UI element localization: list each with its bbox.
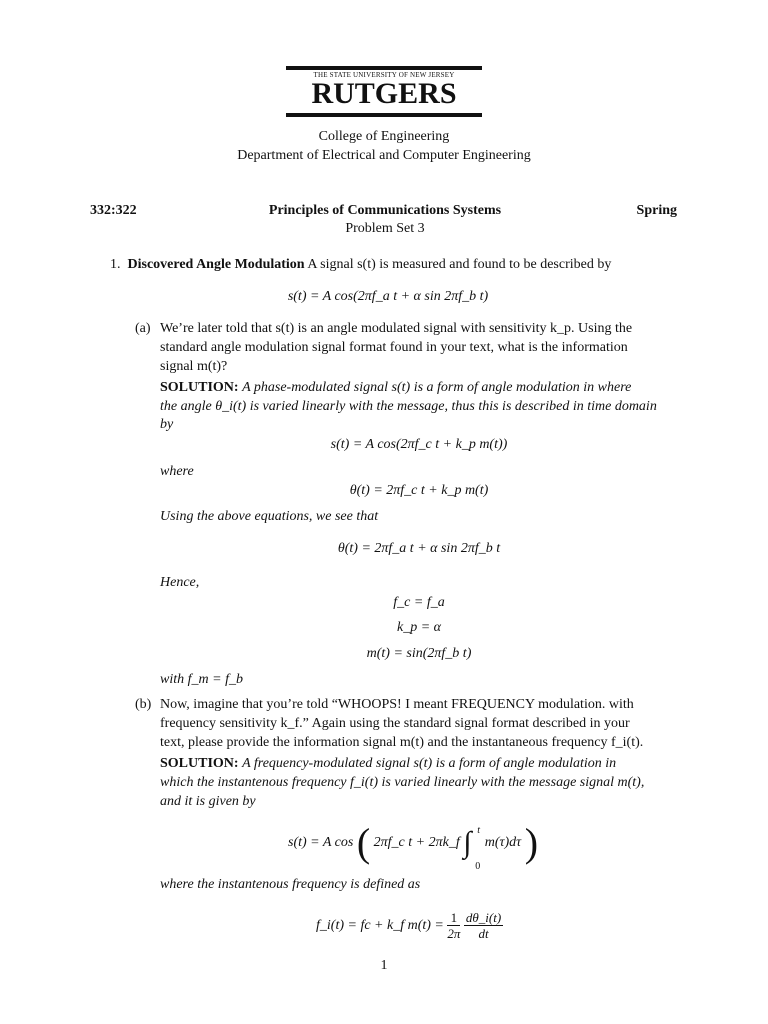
eq-lhs: s(t) = A cos [288, 835, 354, 851]
big-paren-left: ( [356, 820, 371, 865]
part-b-label: (b) [135, 697, 152, 712]
part-a-with: with f_m = f_b [160, 672, 243, 687]
problem-1-heading [110, 256, 611, 274]
solution-text: A phase-modulated signal s(t) is a form of angle modulation in where [242, 380, 632, 395]
integral-upper: t [477, 825, 481, 836]
solution-label: SOLUTION: [160, 380, 239, 395]
part-a-equation-6: m(t) = sin(2πf_b t) [366, 646, 472, 661]
eq2-lhs: f_i(t) = fc + k_f m(t) = [316, 918, 444, 933]
part-a-line-3: signal m(t)? [160, 359, 228, 374]
integral-lower: 0 [475, 861, 481, 872]
problem-title: Discovered Angle Modulation [127, 257, 305, 272]
solution-text: A frequency-modulated signal s(t) is a form of angle modulation in [242, 756, 617, 771]
equation-main: s(t) = A cos(2πf_a t + α sin 2πf_b t) [287, 289, 489, 304]
part-a-line-2: standard angle modulation signal format found in your text, what is the information [160, 340, 628, 355]
part-b-where: where the instantenous frequency is defined as [160, 877, 421, 892]
part-b-line-1: Now, imagine that you’re told “WHOOPS! I meant FREQUENCY modulation. with [160, 697, 634, 712]
page-number: 1 [380, 958, 388, 973]
integral-sign: ∫ t 0 [463, 820, 481, 866]
part-a-solution-line-1 [160, 379, 631, 397]
university-name: THE STATE UNIVERSITY OF NEW JERSEY [313, 71, 455, 79]
fraction-2-denominator: dt [478, 926, 489, 942]
part-a-label: (a) [135, 321, 151, 336]
part-b-equation-2 [316, 906, 503, 946]
part-b-line-2: frequency sensitivity k_f.” Again using the standard signal format described in your [160, 716, 630, 731]
part-b-equation-1 [288, 820, 539, 872]
part-a-line-1: We’re later told that s(t) is an angle modulated signal with sensitivity k_p. Using the [160, 321, 633, 336]
problem-number: 1. [110, 257, 121, 272]
fraction-1-denominator: 2π [447, 926, 461, 942]
part-b-line-3: text, please provide the information signal m(t) and the instantaneous frequency f_i(t). [160, 735, 644, 750]
department-name: Department of Electrical and Computer Engineering [237, 148, 531, 163]
solution-label: SOLUTION: [160, 756, 239, 771]
course-term: Spring [636, 203, 677, 218]
problem-set: Problem Set 3 [345, 221, 425, 236]
college-name: College of Engineering [318, 129, 450, 144]
part-a-hence: Hence, [160, 575, 200, 590]
part-a-equation-3: θ(t) = 2πf_a t + α sin 2πf_b t [337, 541, 501, 556]
big-paren-right: ) [524, 820, 539, 865]
part-b-solution-line-1 [160, 755, 616, 773]
part-a-solution-line-3: by [160, 417, 174, 432]
rutgers-logo: RUTGERS [311, 77, 457, 110]
part-a-using: Using the above equations, we see that [160, 509, 379, 524]
course-number: 332:322 [90, 203, 137, 218]
part-a-where: where [160, 464, 194, 479]
problem-intro: A signal s(t) is measured and found to be described by [307, 257, 612, 272]
part-b-solution-line-3: and it is given by [160, 794, 256, 809]
part-a-equation-1: s(t) = A cos(2πf_c t + k_p m(t)) [330, 437, 508, 452]
logo-bottom-rule [286, 113, 482, 117]
part-a-equation-2: θ(t) = 2πf_c t + k_p m(t) [349, 483, 489, 498]
course-title: Principles of Communications Systems [268, 203, 502, 218]
fraction-1 [447, 910, 460, 941]
integrand: m(τ)dτ [484, 835, 522, 851]
part-b-solution-line-2: which the instantenous frequency f_i(t) is varied linearly with the message signal m(t), [160, 775, 645, 790]
fraction-2-numerator: dθ_i(t) [465, 910, 502, 926]
logo-top-rule [286, 66, 482, 70]
part-a-solution-line-2: the angle θ_i(t) is varied linearly with the message, thus this is described in time domain [160, 399, 657, 414]
part-a-equation-5: k_p = α [396, 620, 441, 635]
eq-inner: 2πf_c t + 2πk_f [373, 835, 460, 851]
fraction-2 [464, 910, 503, 941]
fraction-1-numerator: 1 [447, 910, 460, 926]
part-a-equation-4: f_c = f_a [393, 595, 445, 610]
